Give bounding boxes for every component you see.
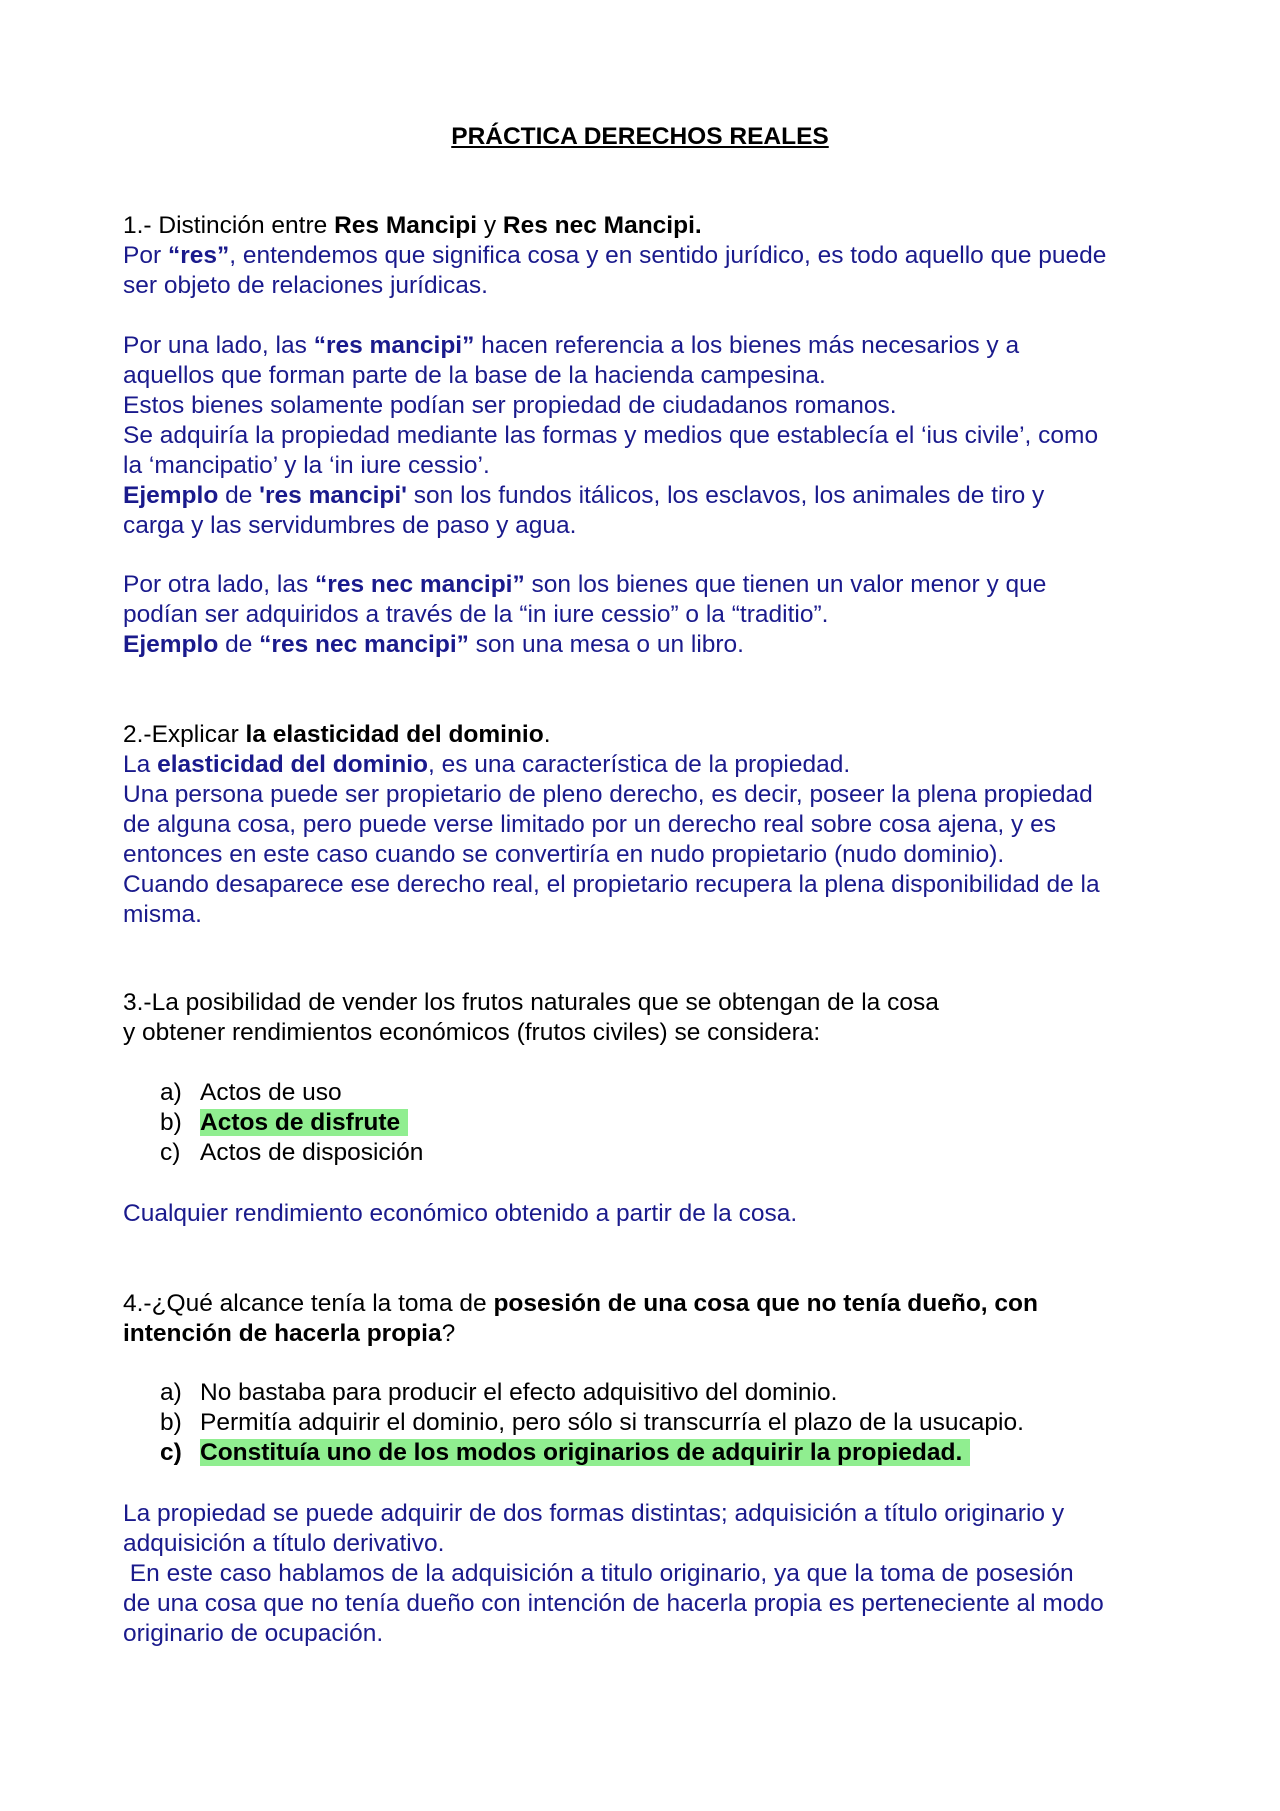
question-1-res-mancipi [123,331,1183,541]
paragraph-line: Estos bienes solamente podían ser propiedad de ciudadanos romanos. [123,392,897,419]
paragraph-line: Por “res”, entendemos que significa cosa y en sentido jurídico, es todo aquello que puede [123,242,1107,269]
question-4-heading: 4.-¿Qué alcance tenía la toma de posesión de una cosa que no tenía dueño, con [123,1290,1038,1317]
paragraph-line: Ejemplo de 'res mancipi' son los fundos itálicos, los esclavos, los animales de tiro y [123,482,1045,509]
paragraph-line: de una cosa que no tenía dueño con intención de hacerla propia es perteneciente al modo [123,1590,1104,1617]
question-2-section [123,720,1183,930]
question-4-option-c: c) Constituía uno de los modos originarios de adquirir la propiedad. [160,1438,970,1468]
highlighted-answer: Constituía uno de los modos originarios de adquirir la propiedad. [200,1439,970,1466]
question-4-option-b: b) Permitía adquirir el dominio, pero sólo si transcurría el plazo de la usucapio. [160,1409,1024,1436]
question-1-section [123,211,1183,301]
paragraph-line: aquellos que forman parte de la base de la hacienda campesina. [123,362,826,389]
paragraph-line: La propiedad se puede adquirir de dos formas distintas; adquisición a título originario y [123,1500,1065,1527]
question-1-res-nec-mancipi [123,570,1183,660]
paragraph-line: En este caso hablamos de la adquisición a titulo originario, ya que la toma de posesión [123,1560,1074,1587]
paragraph-line: misma. [123,901,202,928]
highlighted-answer: Actos de disfrute [200,1109,408,1136]
paragraph-line: adquisición a título derivativo. [123,1530,445,1557]
paragraph-line: Cuando desaparece ese derecho real, el propietario recupera la plena disponibilidad de la [123,871,1100,898]
question-2-heading: 2.-Explicar la elasticidad del dominio. [123,721,551,748]
paragraph-line: Por una lado, las “res mancipi” hacen referencia a los bienes más necesarios y a [123,332,1020,359]
question-4-option-a: a) No bastaba para producir el efecto adquisitivo del dominio. [160,1379,838,1406]
paragraph-line: ser objeto de relaciones jurídicas. [123,272,488,299]
question-4-section [123,1289,1183,1349]
paragraph-line: la ‘mancipatio’ y la ‘in iure cessio’. [123,452,490,479]
question-3-option-c: c) Actos de disposición [160,1139,424,1166]
question-3-heading: 3.-La posibilidad de vender los frutos naturales que se obtengan de la cosa [123,989,939,1016]
paragraph-line: originario de ocupación. [123,1620,384,1647]
question-1-heading: 1.- Distinción entre Res Mancipi y Res nec Mancipi. [123,212,702,239]
paragraph-line: Ejemplo de “res nec mancipi” son una mesa o un libro. [123,631,744,658]
question-3-section [123,988,1183,1048]
paragraph-line: Cualquier rendimiento económico obtenido a partir de la cosa. [123,1200,798,1227]
paragraph-line: entonces en este caso cuando se convertiría en nudo propietario (nudo dominio). [123,841,1005,868]
page-title: PRÁCTICA DERECHOS REALES [451,123,829,150]
paragraph-line: Una persona puede ser propietario de pleno derecho, es decir, poseer la plena propiedad [123,781,1093,808]
question-3-heading: y obtener rendimientos económicos (frutos civiles) se considera: [123,1019,821,1046]
paragraph-line: de alguna cosa, pero puede verse limitado por un derecho real sobre cosa ajena, y es [123,811,1056,838]
question-4-answer [123,1499,1183,1649]
question-3-option-a: a) Actos de uso [160,1079,342,1106]
paragraph-line: Por otra lado, las “res nec mancipi” son los bienes que tienen un valor menor y que [123,571,1047,598]
question-4-heading: intención de hacerla propia? [123,1320,456,1347]
paragraph-line: La elasticidad del dominio, es una característica de la propiedad. [123,751,851,778]
paragraph-line: podían ser adquiridos a través de la “in iure cessio” o la “traditio”. [123,601,829,628]
question-3-option-b: b) Actos de disfrute [160,1108,408,1138]
paragraph-line: Se adquiría la propiedad mediante las formas y medios que establecía el ‘ius civile’, como [123,422,1099,449]
question-3-answer [123,1199,1183,1229]
paragraph-line: carga y las servidumbres de paso y agua. [123,512,577,539]
